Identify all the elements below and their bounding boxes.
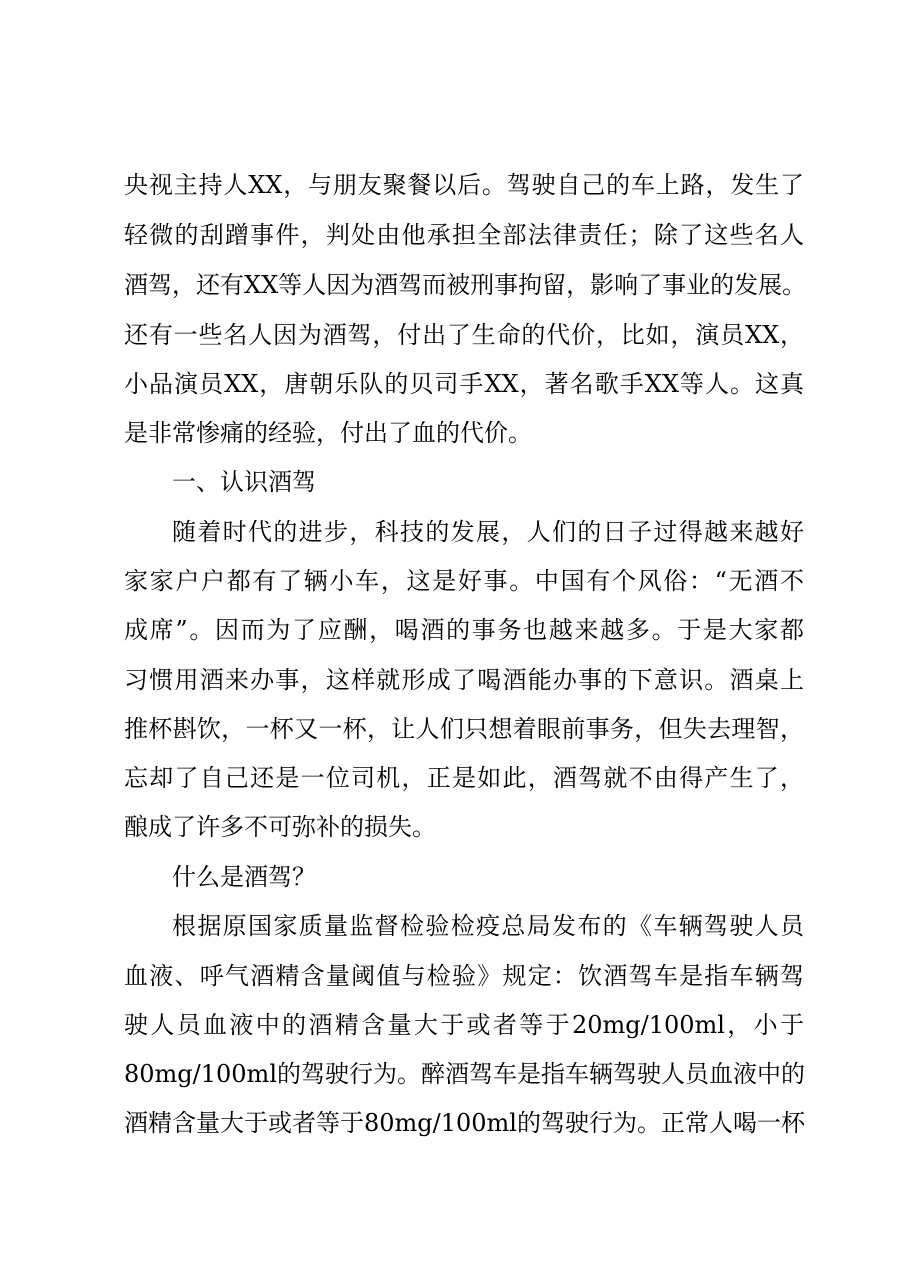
text-line: 酒驾，还有XX等人因为酒驾而被刑事拘留，影响了事业的发展。 (124, 271, 807, 299)
text-line: 驶人员血液中的酒精含量大于或者等于20mg/100ml，小于 (124, 1011, 804, 1039)
text-line: 还有一些名人因为酒驾，付出了生命的代价，比如，演员XX， (124, 321, 804, 349)
text-line: 80mg/100ml的驾驶行为。醉酒驾车是指车辆驾驶人员血液中的 (124, 1060, 805, 1088)
text-line: 轻微的刮蹭事件，判处由他承担全部法律责任；除了这些名人 (124, 221, 804, 249)
subheading: 什么是酒驾？ (172, 863, 316, 891)
text-line: 酿成了许多不可弥补的损失。 (124, 813, 436, 841)
text-line: 习惯用酒来办事，这样就形成了喝酒能办事的下意识。酒桌上 (124, 666, 804, 694)
paragraph-first-line: 根据原国家质量监督检验检疫总局发布的《车辆驾驶人员 (172, 912, 804, 940)
section-heading: 一、认识酒驾 (172, 468, 316, 496)
text-line: 成席”。因而为了应酬，喝酒的事务也越来越多。于是大家都 (124, 616, 804, 644)
text-line: 血液、呼气酒精含量阈值与检验》规定：饮酒驾车是指车辆驾 (124, 962, 804, 990)
text-line: 央视主持人XX，与朋友聚餐以后。驾驶自己的车上路，发生了 (124, 171, 804, 199)
text-line: 酒精含量大于或者等于80mg/100ml的驾驶行为。正常人喝一杯 (124, 1109, 805, 1137)
text-line: 推杯斟饮，一杯又一杯，让人们只想着眼前事务，但失去理智， (124, 715, 804, 743)
text-line: 忘却了自己还是一位司机，正是如此，酒驾就不由得产生了， (124, 764, 804, 792)
text-line: 家家户户都有了辆小车，这是好事。中国有个风俗：“无酒不 (124, 567, 804, 595)
paragraph-first-line: 随着时代的进步，科技的发展，人们的日子过得越来越好 (172, 518, 804, 546)
text-line: 是非常惨痛的经验，付出了血的代价。 (124, 419, 532, 447)
text-line: 小品演员XX，唐朝乐队的贝司手XX，著名歌手XX等人。这真 (124, 370, 804, 398)
